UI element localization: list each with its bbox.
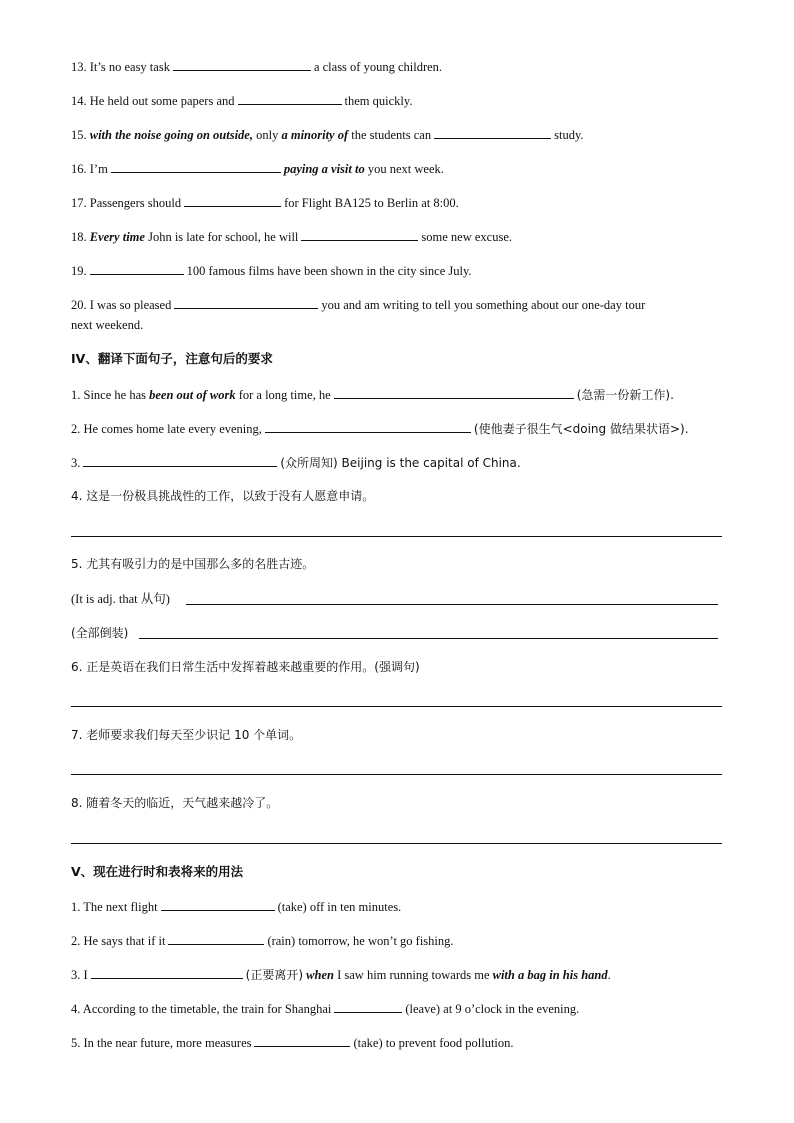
answer-blank[interactable]: [91, 966, 243, 979]
translation-7: 7. 老师要求我们每天至少识记 10 个单词。: [71, 728, 302, 742]
translation-1: 1. Since he has been out of work for a long time, he (急需一份新工作).: [71, 388, 674, 402]
question-18: 18. Every time John is late for school, he will some new excuse.: [71, 230, 513, 244]
section-4-heading: IV、翻译下面句子，注意句后的要求: [71, 351, 273, 366]
question-20-continued: next weekend.: [71, 318, 144, 332]
translation-3: 3. (众所周知) Beijing is the capital of China.: [71, 456, 521, 470]
answer-line[interactable]: [71, 706, 722, 707]
answer-blank[interactable]: [434, 126, 551, 139]
tense-question-4: 4. According to the timetable, the train for Shanghai (leave) at 9 o’clock in the evening.: [71, 1002, 580, 1016]
answer-line[interactable]: [186, 604, 718, 605]
tense-question-3: 3. I (正要离开) when I saw him running towards me with a bag in his hand.: [71, 968, 611, 982]
translation-5-b: (全部倒装): [71, 626, 129, 640]
answer-line[interactable]: [71, 536, 722, 537]
answer-blank[interactable]: [90, 262, 184, 275]
tense-question-2: 2. He says that if it (rain) tomorrow, he won’t go fishing.: [71, 934, 454, 948]
question-17: 17. Passengers should for Flight BA125 to Berlin at 8:00.: [71, 196, 459, 210]
question-14: 14. He held out some papers and them quickly.: [71, 94, 413, 108]
translation-8: 8. 随着冬天的临近，天气越来越冷了。: [71, 796, 279, 810]
translation-5: 5. 尤其有吸引力的是中国那么多的名胜古迹。: [71, 557, 315, 571]
translation-2: 2. He comes home late every evening, (使他妻子很生气<doing 做结果状语>).: [71, 422, 689, 436]
translation-6: 6. 正是英语在我们日常生活中发挥着越来越重要的作用。(强调句): [71, 660, 420, 674]
answer-blank[interactable]: [161, 898, 275, 911]
answer-blank[interactable]: [254, 1034, 350, 1047]
answer-blank[interactable]: [83, 454, 277, 467]
answer-blank[interactable]: [334, 386, 574, 399]
answer-blank[interactable]: [111, 160, 281, 173]
answer-line[interactable]: [139, 638, 718, 639]
answer-line[interactable]: [71, 774, 722, 775]
answer-blank[interactable]: [184, 194, 281, 207]
answer-blank[interactable]: [238, 92, 342, 105]
question-20: 20. I was so pleased you and am writing to tell you something about our one-day tour: [71, 298, 646, 312]
answer-blank[interactable]: [174, 296, 318, 309]
answer-blank[interactable]: [334, 1000, 402, 1013]
question-19: 19. 100 famous films have been shown in the city since July.: [71, 264, 472, 278]
question-15: 15. with the noise going on outside, only a minority of the students can study.: [71, 128, 584, 142]
question-13: 13. It’s no easy task a class of young children.: [71, 60, 443, 74]
answer-blank[interactable]: [168, 932, 264, 945]
answer-blank[interactable]: [265, 420, 471, 433]
tense-question-5: 5. In the near future, more measures (take) to prevent food pollution.: [71, 1036, 514, 1050]
section-5-heading: V、现在进行时和表将来的用法: [71, 864, 244, 879]
answer-line[interactable]: [71, 843, 722, 844]
translation-4: 4. 这是一份极具挑战性的工作，以致于没有人愿意申请。: [71, 489, 375, 503]
question-16: 16. I’m paying a visit to you next week.: [71, 162, 444, 176]
translation-5-a: (It is adj. that 从句): [71, 592, 170, 606]
answer-blank[interactable]: [301, 228, 418, 241]
tense-question-1: 1. The next flight (take) off in ten minutes.: [71, 900, 402, 914]
answer-blank[interactable]: [173, 58, 311, 71]
